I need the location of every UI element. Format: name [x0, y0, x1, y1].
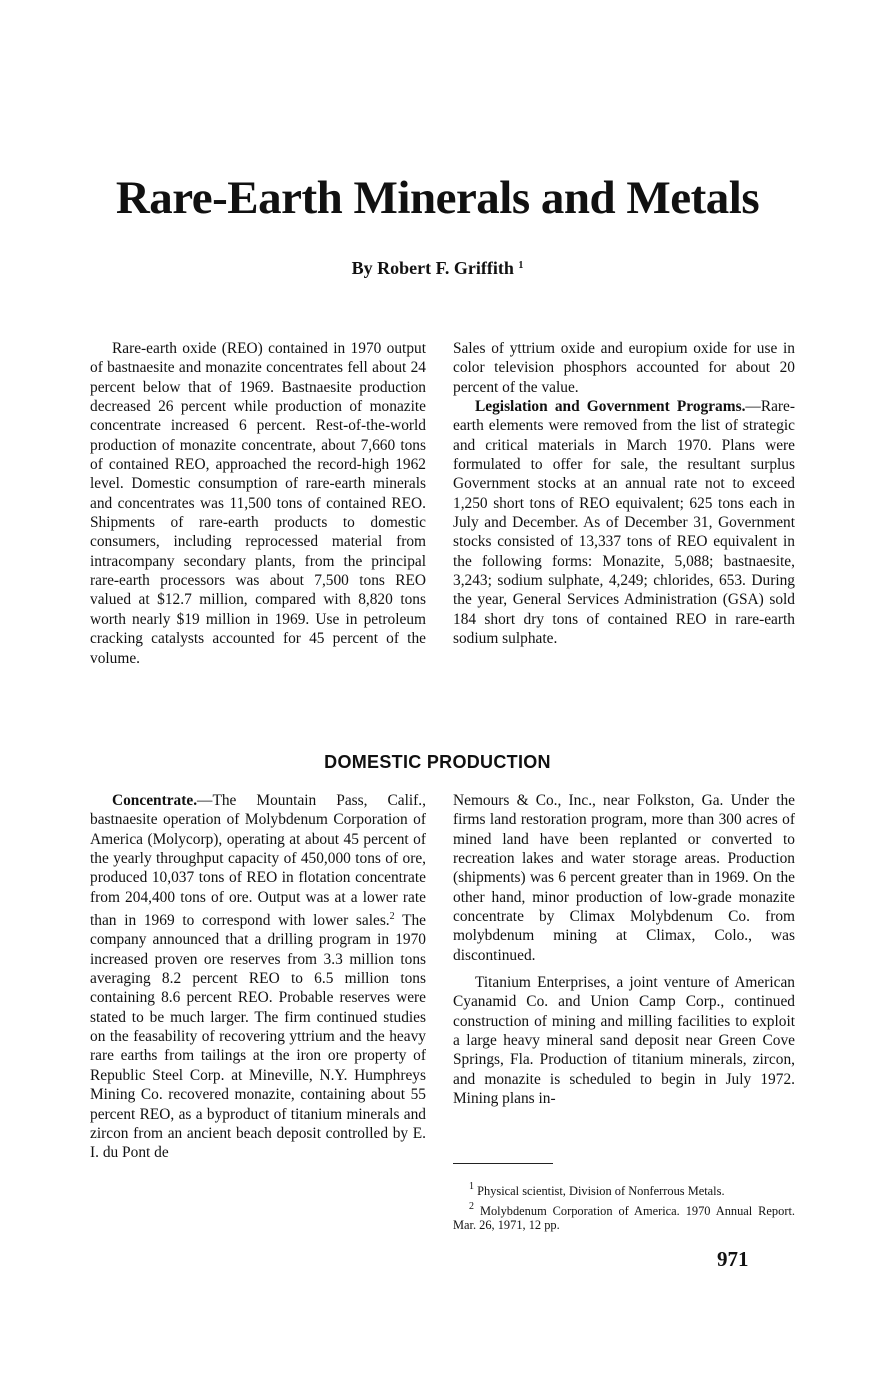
intro-continuation: Sales of yttrium oxide and europium oxide for use in color television phosphors accounted for about 20 percent of the value.	[453, 340, 795, 396]
intro-paragraph: Rare-earth oxide (REO) contained in 1970 output of bastnaesite and monazite concentrates fell about 24 percent below that of 1969. Bastnaesite production decreased 26 percent while production of monazite concentrate increased 6 percent. Rest-of-the-world production of monazite concentrate, about 7,660 tons of contained REO, approached the record-high 1962 level. Domestic consumption of rare-earth minerals and concentrates was 11,500 tons of contained REO. Shipments of rare-earth products to domestic consumers, including reprocessed material from intracompany secondary plants, from the principal rare-earth processors was about 7,500 tons REO valued at $12.7 million, compared with 8,820 tons worth nearly $19 million in 1969. Use in petroleum cracking catalysts accounted for 45 percent of the volume.	[90, 340, 426, 667]
footnote-text: Physical scientist, Division of Nonferrous Metals.	[477, 1184, 725, 1198]
production-left-column	[90, 791, 426, 1163]
page-number: 971	[717, 1247, 749, 1271]
footnote-number: 1	[469, 1181, 474, 1192]
footnote-ref-1[interactable]: 1	[518, 260, 524, 271]
footnote	[453, 1200, 795, 1232]
footnotes	[453, 1180, 795, 1234]
legislation-paragraph	[453, 397, 795, 648]
intro-right-column	[453, 339, 795, 649]
intro-left-column	[90, 339, 426, 668]
section-heading-domestic-production: DOMESTIC PRODUCTION	[324, 752, 551, 772]
production-continuation: Nemours & Co., Inc., near Folkston, Ga. Under the firms land restoration program, more than 300 acres of mined land have been replanted or converted to recreation lakes and water storage areas. Production (shipments) was 6 percent greater than in 1969. On the other hand, minor production of low-grade monazite concentrate by Climax Molybdenum Co. from molybdenum mining at Climax, Colo., was discontinued.	[453, 792, 795, 964]
production-right-column	[453, 791, 795, 1109]
legislation-text: —Rare-earth elements were removed from the list of strategic and critical materials in March 1970. Plans were formulated to offer for sale, the resultant surplus Government stocks at an annual rate not to exceed 1,250 short tons of REO equivalent; 625 tons each in July and December. As of December 31, Government stocks consisted of 13,337 tons of REO equivalent in the following forms: Monazite, 5,088; bastnaesite, 3,243; sodium sulphate, 4,249; chlorides, 653. During the year, General Services Administration (GSA) sold 184 short dry tons of contained REO in rare-earth sodium sulphate.	[453, 398, 795, 648]
footnote-number: 2	[469, 1201, 474, 1212]
concentrate-text: —The Mountain Pass, Calif., bastnaesite operation of Molybdenum Corporation of America (Molycorp), operating at about 45 percent of the yearly throughput capacity of 450,000 tons of ore, produced 10,037 tons of REO in flotation concentrate from 204,400 tons of ore. Output was at a lower rate than in 1969 to correspond with lower sales.	[90, 792, 426, 930]
titanium-paragraph: Titanium Enterprises, a joint venture of American Cyanamid Co. and Union Camp Corp., continued construction of mining and milling facilities to exploit a large heavy mineral sand deposit near Green Cove Springs, Fla. Production of titanium minerals, zircon, and monazite is scheduled to begin in July 1972. Mining plans in-	[453, 974, 795, 1108]
concentrate-text-continued: The company announced that a drilling program in 1970 increased proven ore reserves from 3.3 million tons averaging 8.2 percent REO to 6.5 million tons containing 8.6 percent REO. Probable reserves were stated to be much larger. The firm continued studies on the feasability of recovering yttrium and the heavy rare earths from tailings at the iron ore property of Republic Steel Corp. at Mineville, N.Y. Humphreys Mining Co. recovered monazite, containing about 55 percent REO, as a byproduct of titanium minerals and zircon from an ancient beach deposit controlled by E. I. du Pont de	[90, 912, 427, 1162]
legislation-heading: Legislation and Government Programs.	[475, 398, 746, 416]
author-name: By Robert F. Griffith	[351, 258, 514, 278]
article-title: Rare-Earth Minerals and Metals	[115, 172, 760, 224]
concentrate-heading: Concentrate.	[112, 792, 198, 809]
footnote-divider	[453, 1163, 553, 1164]
author-byline	[0, 258, 875, 279]
footnote-text: Molybdenum Corporation of America. 1970 Annual Report. Mar. 26, 1971, 12 pp.	[453, 1204, 795, 1232]
footnote-ref-2[interactable]: 2	[389, 911, 395, 923]
concentrate-paragraph	[90, 791, 426, 1163]
footnote	[453, 1180, 795, 1198]
